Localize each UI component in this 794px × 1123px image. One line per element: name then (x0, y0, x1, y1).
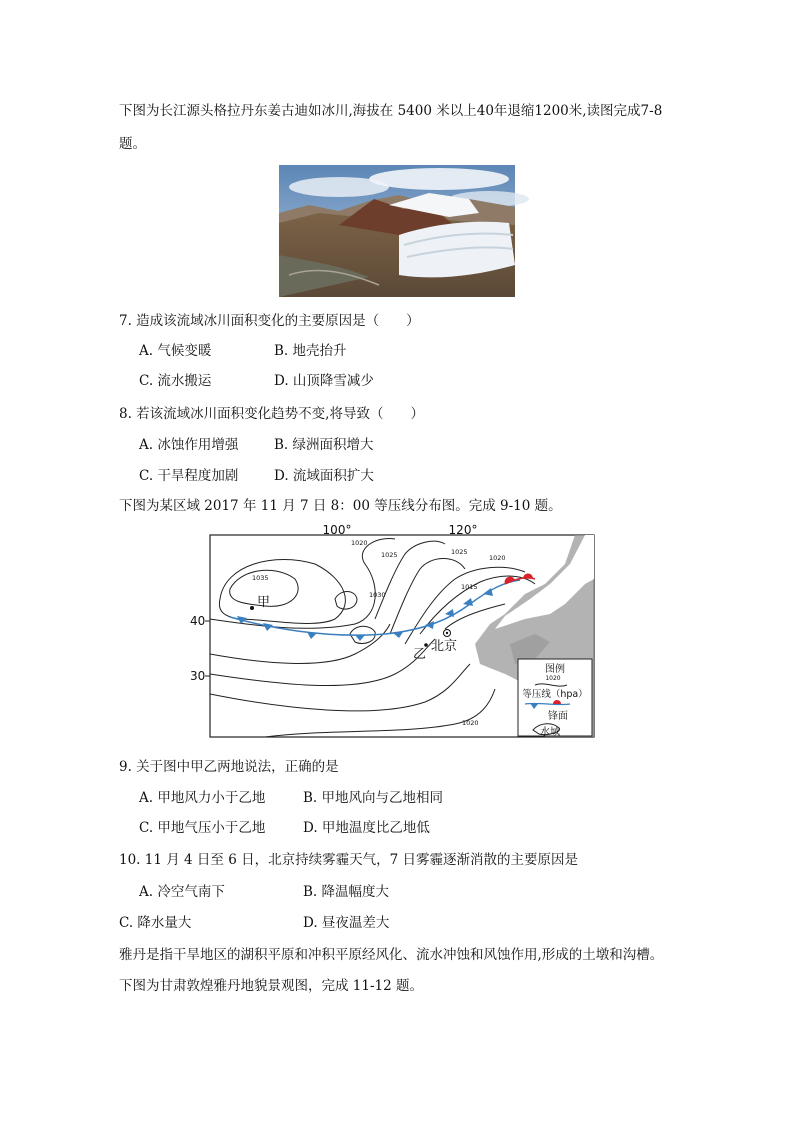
q7-option-c[interactable]: C. 流水搬运 (139, 373, 212, 389)
longitude-100-label: 100° (322, 523, 352, 537)
q10-option-d[interactable]: D. 昼夜温差大 (303, 915, 390, 931)
legend-isobar-text: 等压线（hpa） (522, 689, 588, 700)
jia-dot (250, 606, 254, 610)
q8-stem: 8. 若该流域冰川面积变化趋势不变,将导致（ ） (119, 406, 424, 422)
q9-option-b[interactable]: B. 甲地风向与乙地相同 (303, 790, 444, 806)
isobar-map (190, 523, 597, 740)
q10-option-b[interactable]: B. 降温幅度大 (303, 884, 390, 900)
intro-7-8-line2: 题。 (119, 136, 146, 152)
q8-option-a[interactable]: A. 冰蚀作用增强 (139, 437, 239, 453)
q10-option-a[interactable]: A. 冷空气南下 (139, 884, 225, 900)
isobar-label: 1035 (252, 574, 269, 582)
intro-11-12-line1: 雅丹是指干旱地区的湖积平原和冲积平原经风化、流水冲蚀和风蚀作用,形成的土墩和沟槽。 (119, 947, 664, 963)
q9-option-c[interactable]: C. 甲地气压小于乙地 (139, 820, 266, 836)
place-jia: 甲 (257, 595, 271, 610)
isobar-label: 1025 (381, 551, 398, 559)
latitude-40-label: 40 (190, 614, 206, 628)
q10-option-c[interactable]: C. 降水量大 (119, 915, 192, 931)
isobar-label: 1030 (369, 591, 386, 599)
place-beijing: 北京 (431, 639, 458, 654)
isobar-label: 1020 (489, 554, 506, 562)
q7-stem: 7. 造成该流域冰川面积变化的主要原因是（ ） (119, 313, 420, 329)
intro-11-12-line2: 下图为甘肃敦煌雅丹地貌景观图，完成 11-12 题。 (119, 978, 423, 994)
intro-9-10: 下图为某区域 2017 年 11 月 7 日 8：00 等压线分布图。完成 9-10 题。 (119, 498, 562, 514)
isobar-label: 1025 (451, 548, 468, 556)
legend-title: 图例 (545, 664, 565, 675)
q10-stem: 10. 11 月 4 日至 6 日，北京持续雾霾天气，7 日雾霾逐渐消散的主要原因是 (119, 852, 578, 868)
intro-7-8-line1: 下图为长江源头格拉丹东姜古迪如冰川,海拔在 5400 米以上40年退缩1200米,读图完成7-8 (119, 103, 663, 119)
q7-option-b[interactable]: B. 地壳抬升 (274, 343, 347, 359)
legend-front-text: 锋面 (548, 711, 568, 722)
q7-option-a[interactable]: A. 气候变暖 (139, 343, 212, 359)
q9-option-a[interactable]: A. 甲地风力小于乙地 (139, 790, 266, 806)
longitude-120-label: 120° (448, 523, 478, 537)
q7-option-d[interactable]: D. 山顶降雪减少 (274, 373, 374, 389)
legend-water-text: 水域 (540, 727, 560, 738)
isobar-label: 1020 (351, 539, 368, 547)
q8-option-d[interactable]: D. 流域面积扩大 (274, 468, 374, 484)
legend-isobar-value: 1020 (545, 675, 561, 682)
latitude-30-label: 30 (190, 669, 206, 683)
place-yi: 乙 (413, 647, 427, 662)
q8-option-c[interactable]: C. 干旱程度加剧 (139, 468, 239, 484)
glacier-photo (279, 165, 515, 297)
q8-option-b[interactable]: B. 绿洲面积增大 (274, 437, 374, 453)
q9-option-d[interactable]: D. 甲地温度比乙地低 (303, 820, 430, 836)
isobar-label: 1015 (461, 583, 478, 591)
q9-stem: 9. 关于图中甲乙两地说法，正确的是 (119, 759, 339, 775)
isobar-label: 1020 (462, 719, 479, 727)
